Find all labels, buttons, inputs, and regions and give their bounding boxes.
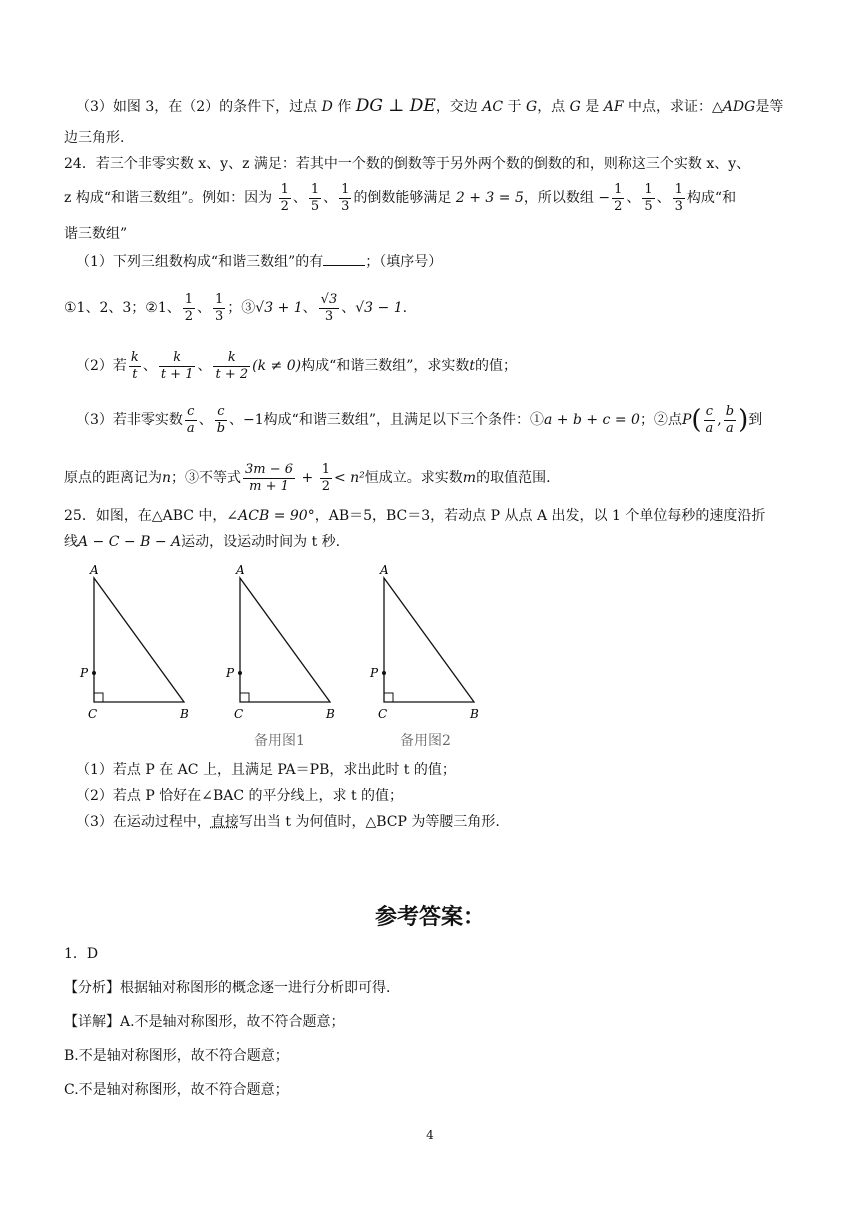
q24-part3-line1: （3）若非零实数 $\frac{c}{a}$ 、 $\frac{c}{b}$ 、−1构成“和谐三数组”，且满足以下三个条件：①a + b + c = 0；②点P( $\frac{c}{a}$ , $\frac{b}{a}$ )到 <box>76 403 763 436</box>
q24-part1-options: ①1、2、3；②1、 $\frac{1}{2}$ 、 $\frac{1}{3}$ ；③√3 + 1、 $\frac{√3}{3}$ 、√3 − 1. <box>64 291 408 324</box>
q25-sub2: （2）若点 P 恰好在∠BAC 的平分线上，求 t 的值； <box>76 788 404 804</box>
label-C: C <box>234 707 244 721</box>
q24-intro-line2: z 构成“和谐三数组”。例如：因为 $\frac{1}{2}$ 、 $\frac{1}{5}$ 、 $\frac{1}{3}$ 的倒数能够满足 2 + 3 = 5，所以数组 − $\frac{1}{2}$ 、 $\frac{1}{5}$ 、 $\frac{1}{3}$ 构成“和 <box>64 181 737 214</box>
triangle-figure-backup1 <box>222 560 342 725</box>
answer-detail: 【详解】A.不是轴对称图形，故不符合题意； <box>64 1014 345 1030</box>
label-B: B <box>326 707 335 721</box>
q25-line1: 25．如图，在△ABC 中，∠ACB = 90°，AB＝5，BC＝3，若动点 P 从点 A 出发，以 1 个单位每秒的速度沿折 <box>64 508 766 524</box>
label-B: B <box>180 707 189 721</box>
fraction-sqrt3-over-3: $\frac{√3}{3}$ <box>320 291 338 324</box>
fraction-one-third: $\frac{1}{3}$ <box>341 181 350 214</box>
q24-part3-line2: 原点的距离记为n；③不等式 $\frac{3m - 6}{m + 1}$ + $\frac{1}{2}$ < n²恒成立。求实数m的取值范围. <box>64 461 551 494</box>
label-C: C <box>378 707 388 721</box>
q23-part3-line1: （3）如图 3，在（2）的条件下，过点 D 作 DG ⊥ DE，交边 AC 于 G，点 G 是 AF 中点，求证：△ADG是等 <box>76 96 784 116</box>
label-P: P <box>370 666 379 680</box>
answers-heading: 参考答案： <box>374 905 485 930</box>
label-A: A <box>90 563 99 577</box>
q24-part1: （1）下列三组数构成“和谐三数组”的有 ；（填序号） <box>76 251 816 272</box>
q25-line2: 线A − C − B − A运动，设运动时间为 t 秒. <box>64 534 341 550</box>
label-A: A <box>236 563 245 577</box>
q24-intro-line3: 谐三数组” <box>64 226 128 242</box>
q24-part2: （2）若 $\frac{k}{t}$ 、 $\frac{k}{t + 1}$ 、 $\frac{k}{t + 2}$ (k ≠ 0)构成“和谐三数组”，求实数t的值； <box>76 349 518 382</box>
answer-blank[interactable] <box>323 251 365 266</box>
label-P: P <box>226 666 235 680</box>
fraction-one-half: $\frac{1}{2}$ <box>280 181 289 214</box>
caption-backup2: 备用图2 <box>400 733 451 749</box>
label-C: C <box>88 707 98 721</box>
triangle-figure-main <box>76 560 196 725</box>
answer-option-c: C.不是轴对称图形，故不符合题意； <box>64 1082 289 1098</box>
label-P: P <box>80 666 89 680</box>
answer-analysis: 【分析】根据轴对称图形的概念逐一进行分析即可得. <box>64 980 391 996</box>
label-A: A <box>380 563 389 577</box>
fraction-one-fifth: $\frac{1}{5}$ <box>310 181 320 214</box>
q23-part3-line2: 边三角形. <box>64 130 125 146</box>
answer-1: 1．D <box>64 946 99 962</box>
triangle-figure-backup2 <box>366 560 486 725</box>
q25-sub1: （1）若点 P 在 AC 上，且满足 PA＝PB，求出此时 t 的值； <box>76 762 456 778</box>
caption-backup1: 备用图1 <box>254 733 305 749</box>
page-number: 4 <box>426 1128 434 1142</box>
q24-intro-line1: 24．若三个非零实数 x、y、z 满足：若其中一个数的倒数等于另外两个数的倒数的和，则称这三个实数 x、y、 <box>64 156 751 172</box>
label-B: B <box>470 707 479 721</box>
answer-option-b: B.不是轴对称图形，故不符合题意； <box>64 1048 289 1064</box>
q25-sub3: （3）在运动过程中，直接写出当 t 为何值时，△BCP 为等腰三角形. <box>76 814 500 830</box>
